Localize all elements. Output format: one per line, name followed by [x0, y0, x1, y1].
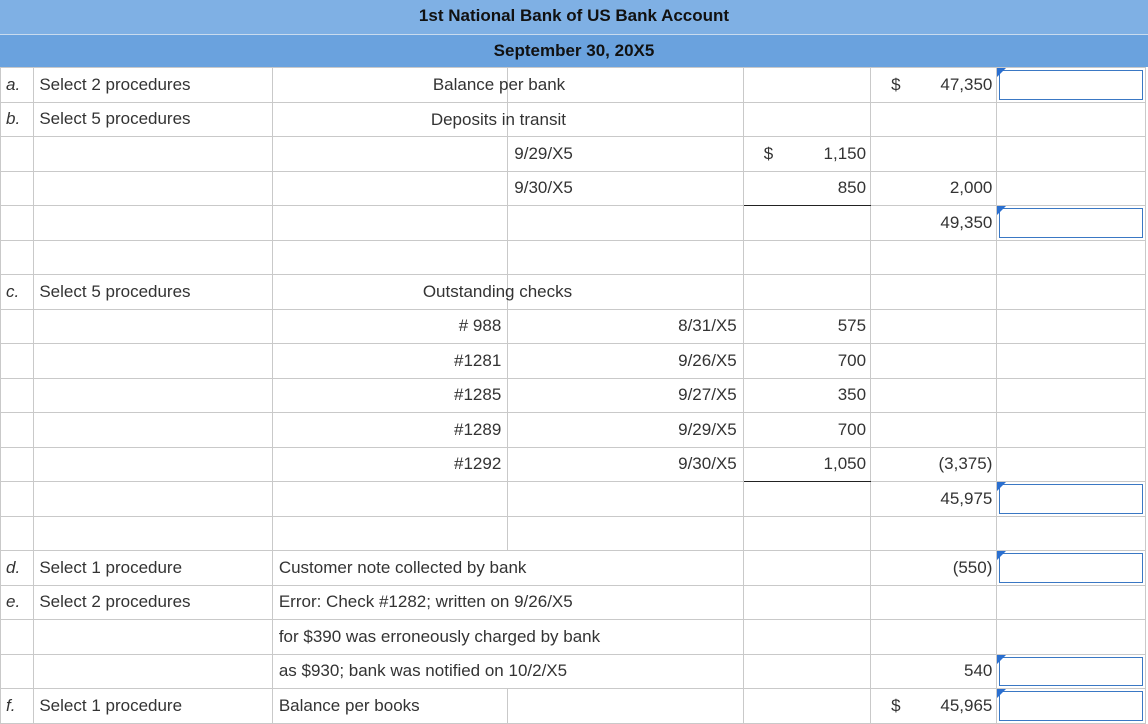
- amount: 540: [871, 654, 997, 689]
- table-row: [1, 309, 1146, 344]
- deposit-date: 9/30/X5: [508, 171, 743, 206]
- amount: 45,965: [940, 696, 993, 715]
- procedure-select[interactable]: Select 2 procedures: [34, 585, 272, 620]
- dollar-sign: $: [891, 696, 901, 715]
- check-date: 9/29/X5: [508, 413, 743, 448]
- procedure-select[interactable]: Select 2 procedures: [34, 68, 272, 103]
- table-row: [1, 551, 1146, 586]
- table-row: [1, 206, 1146, 241]
- flag-icon: [997, 689, 1006, 698]
- amount: 1,150: [823, 144, 867, 163]
- reconciliation-table: [0, 67, 1146, 724]
- row-description: Customer note collected by bank: [272, 551, 743, 586]
- row-letter: f.: [1, 689, 34, 724]
- amount: (550): [871, 551, 997, 586]
- table-row: [1, 516, 1146, 551]
- row-letter: a.: [1, 68, 34, 103]
- table-row: [1, 137, 1146, 172]
- row-description: Balance per books: [272, 689, 507, 724]
- row-letter: e.: [1, 585, 34, 620]
- table-row: [1, 447, 1146, 482]
- total-amount: (3,375): [871, 447, 997, 482]
- table-row: [1, 171, 1146, 206]
- amount: 1,050: [743, 447, 870, 482]
- answer-input-c[interactable]: [997, 482, 1146, 517]
- answer-input-b[interactable]: [997, 206, 1146, 241]
- row-description: Deposits in transit: [272, 102, 507, 137]
- table-row: [1, 689, 1146, 724]
- amount: 700: [743, 413, 870, 448]
- subtotal: 45,975: [871, 482, 997, 517]
- table-row: [1, 482, 1146, 517]
- worksheet-date-bar: [0, 35, 1148, 67]
- deposit-date: 9/29/X5: [508, 137, 743, 172]
- answer-input-a[interactable]: [997, 68, 1146, 103]
- table-row: [1, 240, 1146, 275]
- answer-input-e[interactable]: [997, 654, 1146, 689]
- row-description: Outstanding checks: [272, 275, 507, 310]
- total-amount: 2,000: [871, 171, 997, 206]
- check-number: #1281: [272, 344, 507, 379]
- row-description: Error: Check #1282; written on 9/26/X5: [272, 585, 743, 620]
- worksheet-title: 1st National Bank of US Bank Account: [418, 6, 730, 25]
- check-number: #1292: [272, 447, 507, 482]
- check-number: #1289: [272, 413, 507, 448]
- amount: 850: [743, 171, 870, 206]
- table-row: [1, 378, 1146, 413]
- answer-input-d[interactable]: [997, 551, 1146, 586]
- row-description: as $930; bank was notified on 10/2/X5: [272, 654, 743, 689]
- amount: 700: [743, 344, 870, 379]
- flag-icon: [997, 655, 1006, 664]
- procedure-select[interactable]: Select 5 procedures: [34, 102, 272, 137]
- table-row: [1, 344, 1146, 379]
- worksheet-title-bar: [0, 0, 1148, 35]
- check-date: 8/31/X5: [508, 309, 743, 344]
- table-row: [1, 275, 1146, 310]
- flag-icon: [997, 68, 1006, 77]
- flag-icon: [997, 482, 1006, 491]
- table-row: [1, 413, 1146, 448]
- check-date: 9/30/X5: [508, 447, 743, 482]
- worksheet-date: September 30, 20X5: [493, 41, 655, 60]
- dollar-sign: $: [763, 144, 774, 163]
- flag-icon: [997, 551, 1006, 560]
- procedure-select[interactable]: Select 1 procedure: [34, 551, 272, 586]
- table-row: [1, 585, 1146, 620]
- check-number: # 988: [272, 309, 507, 344]
- check-date: 9/26/X5: [508, 344, 743, 379]
- answer-input-f[interactable]: [997, 689, 1146, 724]
- check-date: 9/27/X5: [508, 378, 743, 413]
- table-row: [1, 102, 1146, 137]
- row-letter: c.: [1, 275, 34, 310]
- dollar-sign: $: [891, 75, 901, 94]
- table-row: [1, 654, 1146, 689]
- amount: 47,350: [940, 75, 993, 94]
- flag-icon: [997, 206, 1006, 215]
- table-row: [1, 68, 1146, 103]
- row-letter: d.: [1, 551, 34, 586]
- check-number: #1285: [272, 378, 507, 413]
- amount: 350: [743, 378, 870, 413]
- procedure-select[interactable]: Select 1 procedure: [34, 689, 272, 724]
- amount: 575: [743, 309, 870, 344]
- row-letter: b.: [1, 102, 34, 137]
- subtotal: 49,350: [871, 206, 997, 241]
- row-description: for $390 was erroneously charged by bank: [272, 620, 743, 655]
- procedure-select[interactable]: Select 5 procedures: [34, 275, 272, 310]
- row-description: Balance per bank: [272, 68, 507, 103]
- table-row: [1, 620, 1146, 655]
